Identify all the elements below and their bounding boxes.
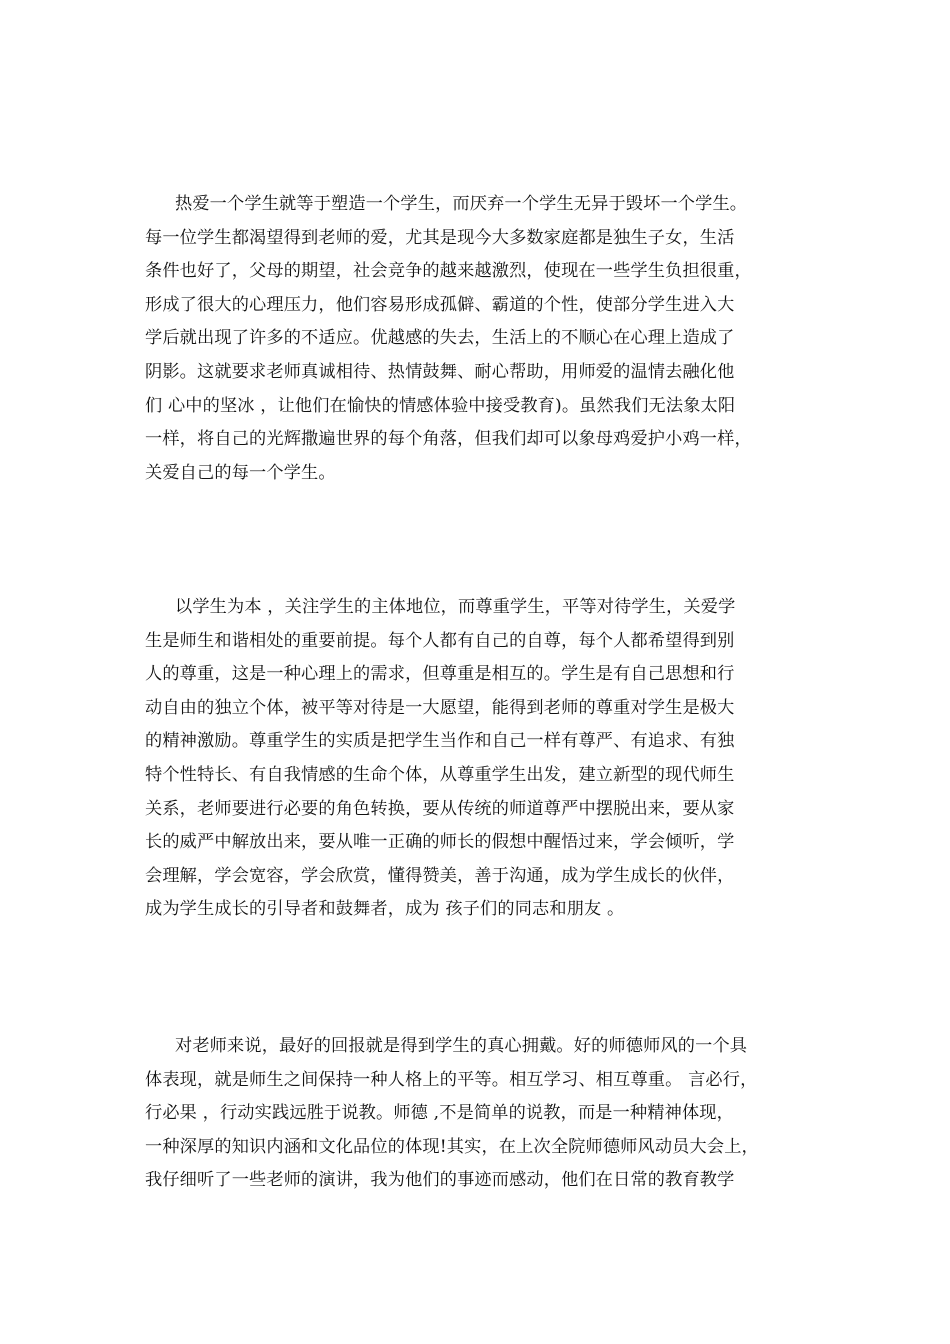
paragraph-3 — [145, 1030, 825, 1198]
paragraph-1-line-8: 一样，将自己的光辉撒遍世界的每个角落，但我们却可以象母鸡爱护小鸡一样， — [145, 429, 752, 450]
paragraph-1-line-7: 们 心中的坚冰 ，让他们在愉快的情感体验中接受教育)。虽然我们无法象太阳 — [145, 395, 736, 416]
paragraph-3-line-5: 我仔细听了一些老师的演讲，我为他们的事迹而感动，他们在日常的教育教学 — [145, 1170, 735, 1191]
paragraph-1-line-1: 热爱一个学生就等于塑造一个学生，而厌弃一个学生无异于毁坏一个学生。 — [175, 194, 748, 214]
paragraph-2-line-6: 特个性特长、有自我情感的生命个体，从尊重学生出发，建立新型的现代师生 — [145, 764, 735, 785]
paragraph-2 — [145, 591, 825, 927]
paragraph-2-line-3: 人的尊重，这是一种心理上的需求，但尊重是相互的。学生是有自己思想和行 — [145, 664, 735, 685]
paragraph-2-line-4: 动自由的独立个体，被平等对待是一大愿望，能得到老师的尊重对学生是极大 — [145, 697, 735, 718]
paragraph-2-line-1: 以学生为本 ，关注学生的主体地位，而尊重学生，平等对待学生，关爱学 — [175, 597, 736, 617]
paragraph-1-line-5: 学后就出现了许多的不适应。优越感的失去，生活上的不顺心在心理上造成了 — [145, 328, 735, 349]
paragraph-2-line-7: 关系，老师要进行必要的角色转换，要从传统的师道尊严中摆脱出来，要从家 — [145, 798, 735, 819]
paragraph-2-line-5: 的精神激励。尊重学生的实质是把学生当作和自己一样有尊严、有追求、有独 — [145, 731, 735, 752]
paragraph-2-line-8: 长的威严中解放出来，要从唯一正确的师长的假想中醒悟过来，学会倾听，学 — [145, 832, 735, 853]
paragraph-2-line-2: 生是师生和谐相处的重要前提。每个人都有自己的自尊，每个人都希望得到别 — [145, 630, 735, 651]
paragraph-1-line-6: 阴影。这就要求老师真诚相待、热情鼓舞、耐心帮助，用师爱的温情去融化他 — [145, 361, 735, 382]
paragraph-3-line-1: 对老师来说，最好的回报就是得到学生的真心拥戴。好的师德师风的一个具 — [175, 1036, 748, 1056]
paragraph-1 — [145, 188, 825, 490]
paragraph-1-line-4: 形成了很大的心理压力，他们容易形成孤僻、霸道的个性，使部分学生进入大 — [145, 294, 735, 315]
paragraph-1-line-3: 条件也好了，父母的期望，社会竞争的越来越激烈，使现在一些学生负担很重， — [145, 261, 752, 282]
paragraph-1-line-2: 每一位学生都渴望得到老师的爱，尤其是现今大多数家庭都是独生子女，生活 — [145, 227, 735, 248]
paragraph-2-line-10: 成为学生成长的引导者和鼓舞者，成为 孩子们的同志和朋友 。 — [145, 899, 625, 920]
paragraph-3-line-2: 体表现，就是师生之间保持一种人格上的平等。相互学习、相互尊重。 言必行， — [145, 1069, 758, 1090]
paragraph-3-line-4: 一种深厚的知识内涵和文化品位的体现!其实，在上次全院师德师风动员大会上， — [145, 1136, 759, 1157]
paragraph-2-line-9: 会理解，学会宽容，学会欣赏，懂得赞美，善于沟通，成为学生成长的伙伴， — [145, 865, 735, 886]
paragraph-1-line-9: 关爱自己的每一个学生。 — [145, 462, 336, 483]
paragraph-3-line-3: 行必果 ，行动实践远胜于说教。师德 ,不是简单的说教，而是一种精神体现， — [145, 1103, 734, 1124]
